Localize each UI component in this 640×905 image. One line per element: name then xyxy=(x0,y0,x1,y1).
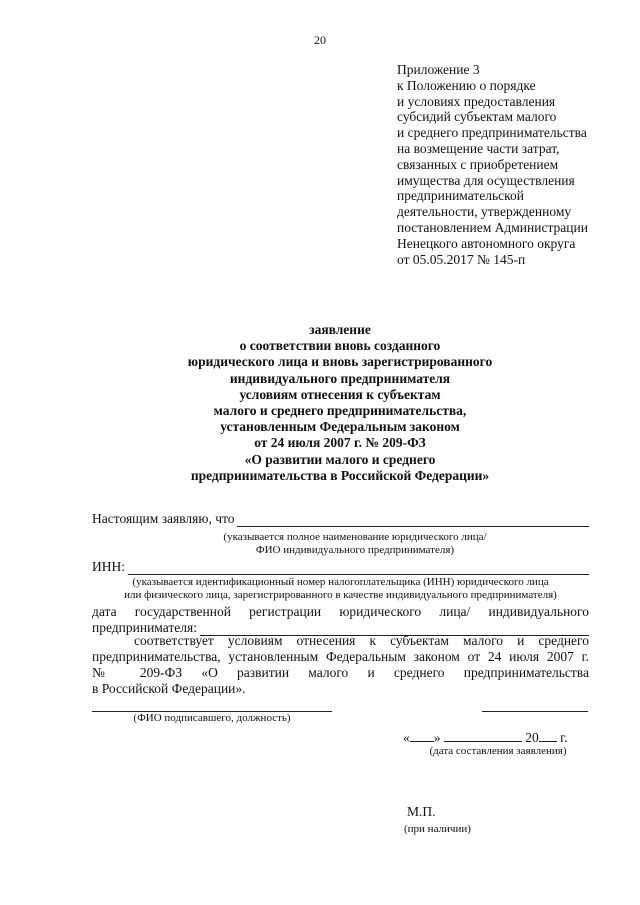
title-line: индивидуального предпринимателя xyxy=(229,370,451,386)
appendix-block xyxy=(397,62,588,267)
appendix-line: связанных с приобретением xyxy=(397,156,559,172)
signature-line[interactable] xyxy=(482,711,588,712)
appendix-line: и среднего предпринимательства xyxy=(397,125,587,141)
title-line: условиям отнесения к субъектам xyxy=(239,386,441,402)
appendix-line: на возмещение части затрат, xyxy=(397,140,560,156)
appendix-line: к Положению о порядке xyxy=(397,77,536,93)
page-number: 20 xyxy=(314,33,326,47)
document-title xyxy=(0,322,640,484)
title-line: установленным Федеральным законом xyxy=(220,419,460,435)
declare-row xyxy=(92,511,589,527)
stamp-hint: (при наличии) xyxy=(404,823,471,835)
inn-input-line[interactable] xyxy=(128,562,589,575)
registration-label: предпринимателя: xyxy=(92,620,197,635)
date-hint: (дата составления заявления) xyxy=(429,745,567,757)
stamp-label: М.П. xyxy=(407,804,436,819)
date-row: « » 20 г. xyxy=(403,730,568,745)
registration-row xyxy=(92,604,589,636)
appendix-line: имущества для осуществления xyxy=(397,172,575,188)
appendix-line: и условиях предоставления xyxy=(397,93,556,109)
date-day-blank[interactable] xyxy=(410,729,434,742)
title-line: о соответствии вновь созданного xyxy=(239,338,441,354)
title-line: «О развитии малого и среднего xyxy=(244,451,436,467)
compliance-paragraph: соответствует условиям отнесения к субъектам малого и среднего предпринимательства, установленным Федеральным законом от 24 июля 2007 г. № 209-ФЗ «О развитии малого и среднего предпринимательства в Российской Федерации». xyxy=(92,633,589,696)
title-line: заявление xyxy=(309,322,371,337)
date-year-blank[interactable] xyxy=(539,729,557,742)
title-line: юридического лица и вновь зарегистрированного xyxy=(187,354,493,370)
name-hint: (указывается полное наименование юридического лица/ ФИО индивидуального предпринимателя) xyxy=(223,531,487,556)
appendix-line: Ненецкого автономного округа xyxy=(397,235,576,251)
registration-text: дата государственной регистрации юридического лица/ индивидуального xyxy=(92,604,589,619)
signer-hint: (ФИО подписавшего, должность) xyxy=(133,712,291,724)
appendix-line: постановлением Администрации xyxy=(397,219,588,235)
date-month-blank[interactable] xyxy=(444,729,522,742)
title-line: малого и среднего предпринимательства, xyxy=(213,403,467,419)
appendix-line: Приложение 3 xyxy=(397,62,480,77)
name-input-line[interactable] xyxy=(237,514,589,527)
inn-hint: (указывается идентификационный номер налогоплательщика (ИНН) юридического лица или физического лица, зарегистрированного в качестве индивидуального предпринимателя) xyxy=(124,576,557,601)
appendix-line: деятельности, утвержденному xyxy=(397,204,572,220)
declare-label: Настоящим заявляю, что xyxy=(92,511,235,526)
inn-label: ИНН: xyxy=(92,559,125,574)
appendix-line: от 05.05.2017 № 145-п xyxy=(397,251,526,267)
appendix-line: субсидий субъектам малого xyxy=(397,109,557,125)
title-line: от 24 июля 2007 г. № 209-ФЗ xyxy=(254,435,426,451)
appendix-line: предпринимательской xyxy=(397,188,525,204)
title-line: предпринимательства в Российской Федерации» xyxy=(190,467,490,483)
inn-row xyxy=(92,559,589,575)
